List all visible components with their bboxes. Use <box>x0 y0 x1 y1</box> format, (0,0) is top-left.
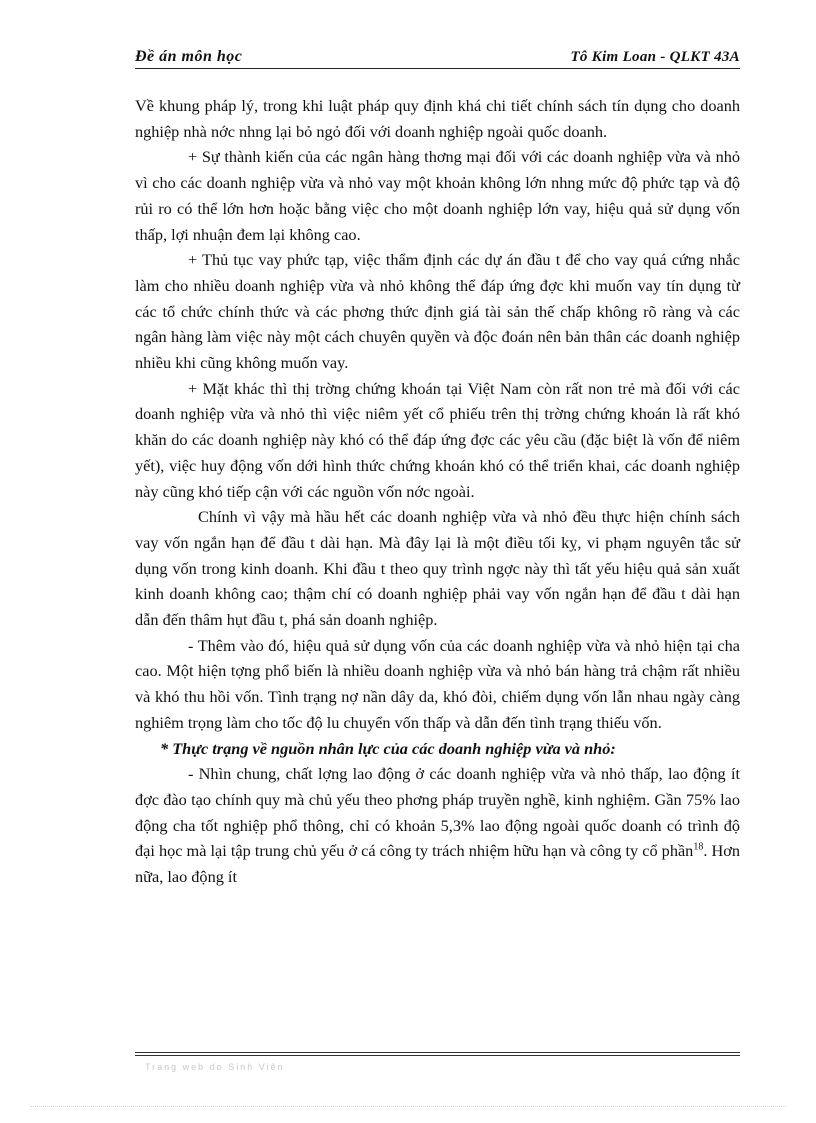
header-title: Đề án môn học <box>135 48 243 65</box>
body-text <box>135 93 740 890</box>
footer-faint-text: Trang web do Sinh Viên <box>145 1062 285 1072</box>
paragraph-2: + Sự thành kiến của các ngân hàng thơng mại đối với các doanh nghiệp vừa và nhỏ vì cho các doanh nghiệp vừa và nhỏ vay một khoản không lớn nhng mức độ phức tạp và độ rủi ro có thể lớn hơn hoặc bằng việc cho một doanh nghiệp lớn vay, hiệu quả sử dụng vốn thấp, lợi nhuận đem lại không cao. <box>135 147 740 244</box>
header-author: Tô Kim Loan - QLKT 43A <box>570 49 740 65</box>
header-rule <box>135 68 740 69</box>
footnote-marker: 18 <box>693 841 704 853</box>
page-header <box>135 48 740 70</box>
paragraph-7 <box>135 761 740 890</box>
footer-rule-bottom <box>135 1055 740 1056</box>
paragraph-7-text: - Nhìn chung, chất lợng lao động ở các doanh nghiệp vừa và nhỏ thấp, lao động ít đợc đào tạo chính quy mà chủ yếu theo phơng pháp truyền nghề, kinh nghiệm. Gần 75% lao động cha tốt nghiệp phổ thông, chỉ có khoản 5,3% lao động ngoài quốc doanh có trình độ đại học mà lại tập trung chủ yếu ở cá công ty trách nhiệm hữu hạn và công ty cổ phần <box>135 764 740 861</box>
footer-rule-top <box>135 1052 740 1053</box>
paragraph-4: + Mặt khác thì thị trờng chứng khoán tại Việt Nam còn rất non trẻ mà đối với các doanh nghiệp vừa và nhỏ thì việc niêm yết cổ phiếu trên thị trờng chứng khoán là rất khó khăn do các doanh nghiệp này khó có thể đáp ứng đợc các yêu cầu (đặc biệt là vốn để niêm yết), việc huy động vốn dới hình thức chứng khoán khó có thể triển khai, các doanh nghiệp này cũng khó tiếp cận với các nguồn vốn nớc ngoài. <box>135 378 740 501</box>
paragraph-1: Về khung pháp lý, trong khi luật pháp quy định khá chi tiết chính sách tín dụng cho doanh nghiệp nhà nớc nhng lại bỏ ngỏ đối với doanh nghiệp ngoài quốc doanh. <box>135 96 740 141</box>
paragraph-6: - Thêm vào đó, hiệu quả sử dụng vốn của các doanh nghiệp vừa và nhỏ hiện tại cha cao. Một hiện tợng phổ biến là nhiều doanh nghiệp vừa và nhỏ bán hàng trả chậm rất nhiều và khó thu hồi vốn. Tình trạng nợ nần dây da, khó đòi, chiếm dụng vốn lẫn nhau ngày càng nghiêm trọng làm cho tốc độ lu chuyển vốn thấp và dẫn đến tình trạng thiếu vốn. <box>135 635 740 732</box>
paragraph-5: Chính vì vậy mà hầu hết các doanh nghiệp vừa và nhỏ đều thực hiện chính sách vay vốn ngắn hạn để đầu t dài hạn. Mà đây lại là một điều tối kỵ, vi phạm nguyên tắc sử dụng vốn trong kinh doanh. Khi đầu t theo quy trình ngợc này thì tất yếu hiệu quả sản xuất kinh doanh không cao; thậm chí có doanh nghiệp phải vay vốn ngắn hạn để đầu t dài hạn dẫn đến thâm hụt đầu t, phá sản doanh nghiệp. <box>135 507 740 630</box>
paragraph-7-tail: . Hơn nữa, lao động ít <box>135 841 740 887</box>
page-bottom-dotted-line <box>30 1106 786 1107</box>
section-heading: * Thực trạng về nguồn nhân lực của các doanh nghiệp vừa và nhỏ: <box>160 738 616 758</box>
paragraph-3: + Thủ tục vay phức tạp, việc thẩm định các dự án đầu t để cho vay quá cứng nhắc làm cho nhiều doanh nghiệp vừa và nhỏ không thể đáp ứng đợc khi muốn vay tín dụng từ các tổ chức chính thức và các phơng thức định giá tài sản thế chấp không rõ ràng và các ngân hàng làm việc này một cách chuyên quyền và độc đoán nên bản thân các doanh nghiệp nhiều khi cũng không muốn vay. <box>135 250 740 373</box>
